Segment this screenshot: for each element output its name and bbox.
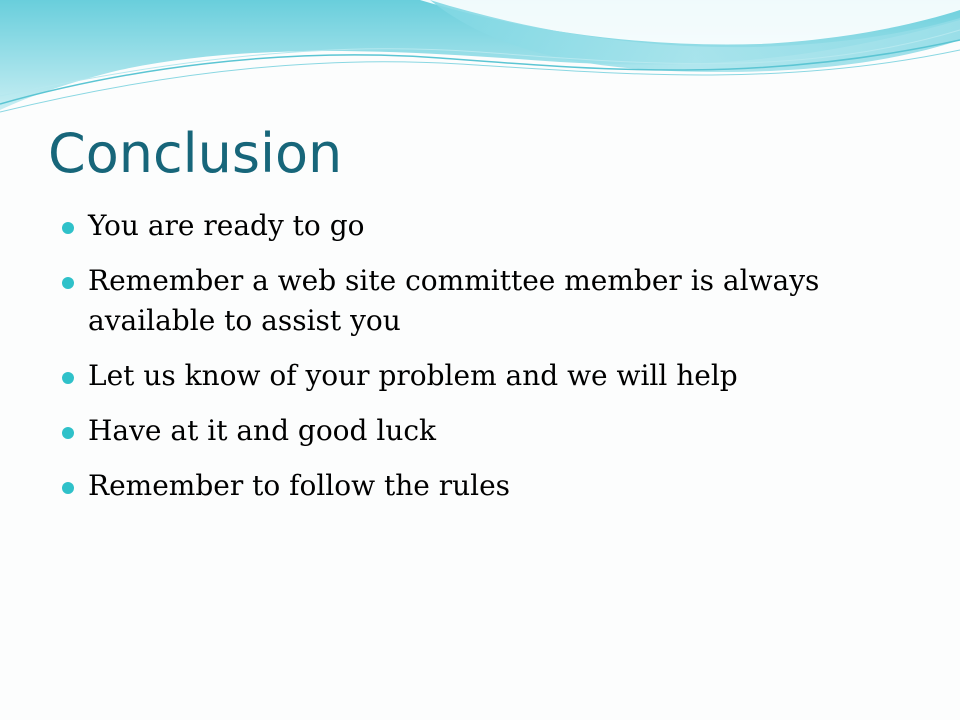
list-item-text: Remember to follow the rules bbox=[88, 469, 511, 502]
list-item bbox=[62, 261, 922, 341]
list-item bbox=[62, 356, 922, 396]
bullet-dot-icon bbox=[62, 427, 74, 439]
bullet-list bbox=[62, 206, 922, 521]
list-item bbox=[62, 206, 922, 246]
list-item-text: You are ready to go bbox=[88, 209, 365, 242]
bullet-dot-icon bbox=[62, 222, 74, 234]
bullet-dot-icon bbox=[62, 482, 74, 494]
list-item bbox=[62, 466, 922, 506]
bullet-dot-icon bbox=[62, 277, 74, 289]
list-item-text: Have at it and good luck bbox=[88, 414, 437, 447]
list-item bbox=[62, 411, 922, 451]
list-item-text: Remember a web site committee member is always available to assist you bbox=[88, 264, 820, 337]
slide-title: Conclusion bbox=[48, 122, 343, 185]
bullet-dot-icon bbox=[62, 372, 74, 384]
header-wave-decoration bbox=[0, 0, 960, 130]
list-item-text: Let us know of your problem and we will help bbox=[88, 359, 738, 392]
